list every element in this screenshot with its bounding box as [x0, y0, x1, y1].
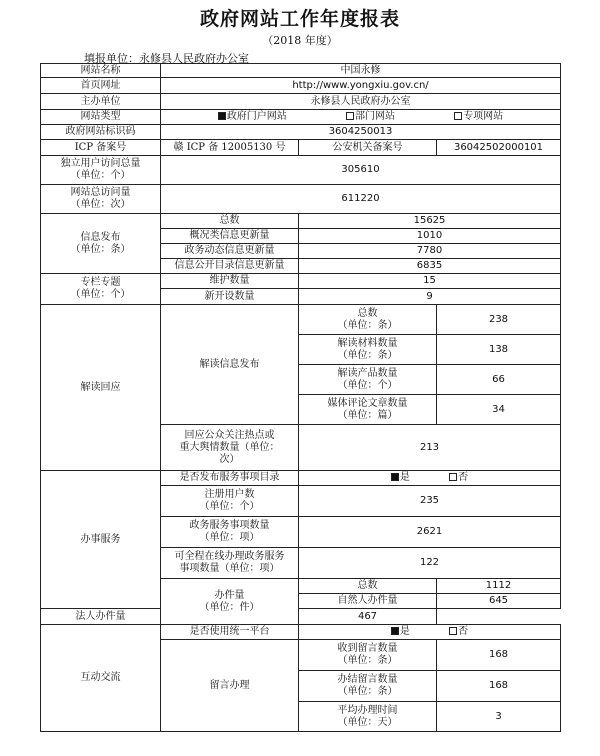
- service-catalog-label: 是否发布服务事项目录: [161, 471, 299, 486]
- service-label: 办事服务: [41, 471, 161, 609]
- column-topics-title: 专栏专题: [80, 277, 121, 288]
- interpret-row-label: [299, 365, 437, 395]
- handled-unit: （单位：件）: [199, 601, 260, 613]
- icp-label: ICP 备案号: [41, 140, 161, 156]
- column-row-value: 15: [299, 274, 561, 289]
- total-visits-title: 网站总访问量: [70, 187, 131, 198]
- unchecked-box-icon: [346, 112, 354, 120]
- filling-unit-label: 填报单位：: [84, 52, 139, 65]
- info-row-value: 7780: [299, 244, 561, 259]
- platform-option-no-label: 否: [458, 626, 469, 637]
- column-row-label: 新开设数量: [161, 289, 299, 305]
- unique-users-label: [41, 156, 161, 185]
- msg-row-label: [299, 640, 437, 671]
- site-name-value: 中国永修: [161, 64, 561, 78]
- interpret-row-title: 总数: [357, 307, 378, 319]
- site-type-options: [161, 110, 561, 125]
- msg-row-title: 办结留言数量: [337, 674, 398, 685]
- column-row-label: 维护数量: [161, 274, 299, 289]
- police-value: 36042502000101: [437, 140, 561, 156]
- interpret-row-unit: （单位：篇）: [337, 409, 398, 421]
- service-online-line-2: 事项数量（单位：项）: [179, 563, 280, 574]
- type-option-department-label: 部门网站: [355, 111, 395, 122]
- service-items-unit: （单位：项）: [199, 532, 260, 543]
- platform-label: 是否使用统一平台: [161, 625, 299, 640]
- site-id-value: 3604250013: [161, 125, 561, 140]
- msg-row-label: [299, 671, 437, 702]
- platform-options: [299, 625, 561, 640]
- msg-label: 留言办理: [161, 640, 299, 732]
- service-online-line-1: 可全程在线办理政务服务: [174, 551, 285, 562]
- type-option-department[interactable]: [346, 111, 395, 123]
- row-site-type: [41, 110, 561, 125]
- platform-option-yes[interactable]: [391, 626, 410, 638]
- hotspot-line-2: 重大舆情数量（单位：: [179, 441, 280, 453]
- catalog-option-no-label: 否: [458, 472, 469, 483]
- type-option-special[interactable]: [454, 111, 503, 123]
- type-option-portal[interactable]: [218, 111, 287, 123]
- info-publish-unit: （单位：条）: [70, 243, 131, 255]
- row-sponsor: [41, 94, 561, 110]
- info-row-value: 1010: [299, 229, 561, 244]
- interact-label: 互动交流: [41, 625, 161, 732]
- row-column-maintain: [41, 274, 561, 289]
- service-items-label: [161, 517, 299, 548]
- service-users-unit: （单位：个）: [199, 501, 260, 512]
- homepage-label: 首页网址: [41, 78, 161, 94]
- interpret-publish-label: 解读信息发布: [161, 305, 299, 425]
- msg-row-unit: （单位：条）: [337, 655, 398, 666]
- row-total-visits: [41, 185, 561, 214]
- interpret-row-title: 解读材料数量: [337, 337, 398, 349]
- handled-row-label: 自然人办件量: [299, 594, 437, 609]
- handled-row-value: 1112: [437, 579, 561, 594]
- unchecked-box-icon: [449, 473, 457, 481]
- interpret-row-title: 解读产品数量: [337, 367, 398, 379]
- interpret-row-value: 66: [437, 365, 561, 395]
- column-row-value: 9: [299, 289, 561, 305]
- interpret-row-unit: （单位：条）: [337, 349, 398, 361]
- hotspot-line-3: 次）: [219, 453, 240, 465]
- total-visits-label: [41, 185, 161, 214]
- info-row-label: 政务动态信息更新量: [161, 244, 299, 259]
- interpret-row-label: [299, 305, 437, 335]
- service-users-label: [161, 486, 299, 517]
- handled-row-label: 法人办件量: [41, 609, 161, 625]
- checked-box-icon: [391, 627, 399, 635]
- unchecked-box-icon: [454, 112, 462, 120]
- interpret-row-title: 媒体评论文章数量: [327, 397, 408, 409]
- msg-row-label: [299, 702, 437, 732]
- interpret-row-value: 138: [437, 335, 561, 365]
- service-items-value: 2621: [299, 517, 561, 548]
- info-row-value: 15625: [299, 214, 561, 229]
- info-row-label: 概况类信息更新量: [161, 229, 299, 244]
- row-interpret-total: [41, 305, 561, 335]
- catalog-option-no[interactable]: [449, 472, 468, 484]
- unique-users-title: 独立用户访问总量: [60, 158, 141, 169]
- police-label: 公安机关备案号: [299, 140, 437, 156]
- row-site-name: [41, 64, 561, 78]
- unique-users-value: 305610: [161, 156, 561, 185]
- unique-users-unit: （单位：个）: [70, 170, 131, 181]
- type-option-portal-label: 政府门户网站: [226, 111, 287, 122]
- interpret-row-label: [299, 335, 437, 365]
- platform-option-no[interactable]: [449, 626, 468, 638]
- service-items-title: 政务服务事项数量: [189, 520, 270, 531]
- info-row-label: 总数: [161, 214, 299, 229]
- info-row-label: 信息公开目录信息更新量: [161, 259, 299, 274]
- row-service-catalog: [41, 471, 561, 486]
- report-title: 政府网站工作年度报表: [199, 8, 400, 30]
- hotspot-value: 213: [299, 425, 561, 471]
- icp-value: 赣 ICP 备 12005130 号: [161, 140, 299, 156]
- handled-label: [161, 579, 299, 625]
- service-catalog-options: [299, 471, 561, 486]
- unchecked-box-icon: [449, 627, 457, 635]
- msg-row-value: 168: [437, 640, 561, 671]
- msg-row-unit: （单位：条）: [337, 686, 398, 697]
- row-site-id: [41, 125, 561, 140]
- handled-row-value: 467: [299, 609, 437, 625]
- homepage-value: http://www.yongxiu.gov.cn/: [161, 78, 561, 94]
- interpret-row-unit: （单位：个）: [337, 379, 398, 391]
- checked-box-icon: [218, 112, 226, 120]
- total-visits-value: 611220: [161, 185, 561, 214]
- msg-row-unit: （单位：天）: [337, 716, 398, 728]
- site-id-label: 政府网站标识码: [41, 125, 161, 140]
- interpret-row-unit: （单位：条）: [337, 319, 398, 331]
- sponsor-value: 永修县人民政府办公室: [161, 94, 561, 110]
- row-homepage: [41, 78, 561, 94]
- row-platform: [41, 625, 561, 640]
- info-row-value: 6835: [299, 259, 561, 274]
- platform-option-yes-label: 是: [399, 626, 410, 637]
- msg-row-value: 3: [437, 702, 561, 732]
- catalog-option-yes-label: 是: [399, 472, 410, 483]
- row-icp: [41, 140, 561, 156]
- service-users-title: 注册用户数: [204, 489, 255, 500]
- row-unique-users: [41, 156, 561, 185]
- interpret-row-label: [299, 395, 437, 425]
- catalog-option-yes[interactable]: [391, 472, 410, 484]
- msg-row-title: 平均办理时间: [337, 704, 398, 716]
- row-handled-legal: [41, 609, 561, 625]
- sponsor-label: 主办单位: [41, 94, 161, 110]
- type-option-special-label: 专项网站: [463, 111, 504, 122]
- row-info-total: [41, 214, 561, 229]
- site-type-label: 网站类型: [41, 110, 161, 125]
- interpret-row-value: 34: [437, 395, 561, 425]
- interpret-row-value: 238: [437, 305, 561, 335]
- handled-title: 办件量: [214, 589, 245, 601]
- info-publish-title: 信息发布: [80, 231, 121, 243]
- msg-row-title: 收到留言数量: [337, 643, 398, 654]
- hotspot-line-1: 回应公众关注热点或: [184, 429, 275, 441]
- hotspot-label: [161, 425, 299, 471]
- column-topics-unit: （单位：个）: [70, 289, 131, 300]
- info-publish-label: [41, 214, 161, 274]
- report-year: （2018 年度）: [262, 34, 338, 47]
- column-topics-label: [41, 274, 161, 305]
- interpret-label: 解读回应: [41, 305, 161, 471]
- filling-unit-value: 永修县人民政府办公室: [139, 52, 249, 65]
- msg-row-value: 168: [437, 671, 561, 702]
- site-name-label: 网站名称: [41, 64, 161, 78]
- service-online-value: 122: [299, 548, 561, 579]
- service-online-label: [161, 548, 299, 579]
- total-visits-unit: （单位：次）: [70, 199, 131, 210]
- checked-box-icon: [391, 473, 399, 481]
- service-users-value: 235: [299, 486, 561, 517]
- report-table: [40, 63, 561, 732]
- handled-row-label: 总数: [299, 579, 437, 594]
- handled-row-value: 645: [437, 594, 561, 609]
